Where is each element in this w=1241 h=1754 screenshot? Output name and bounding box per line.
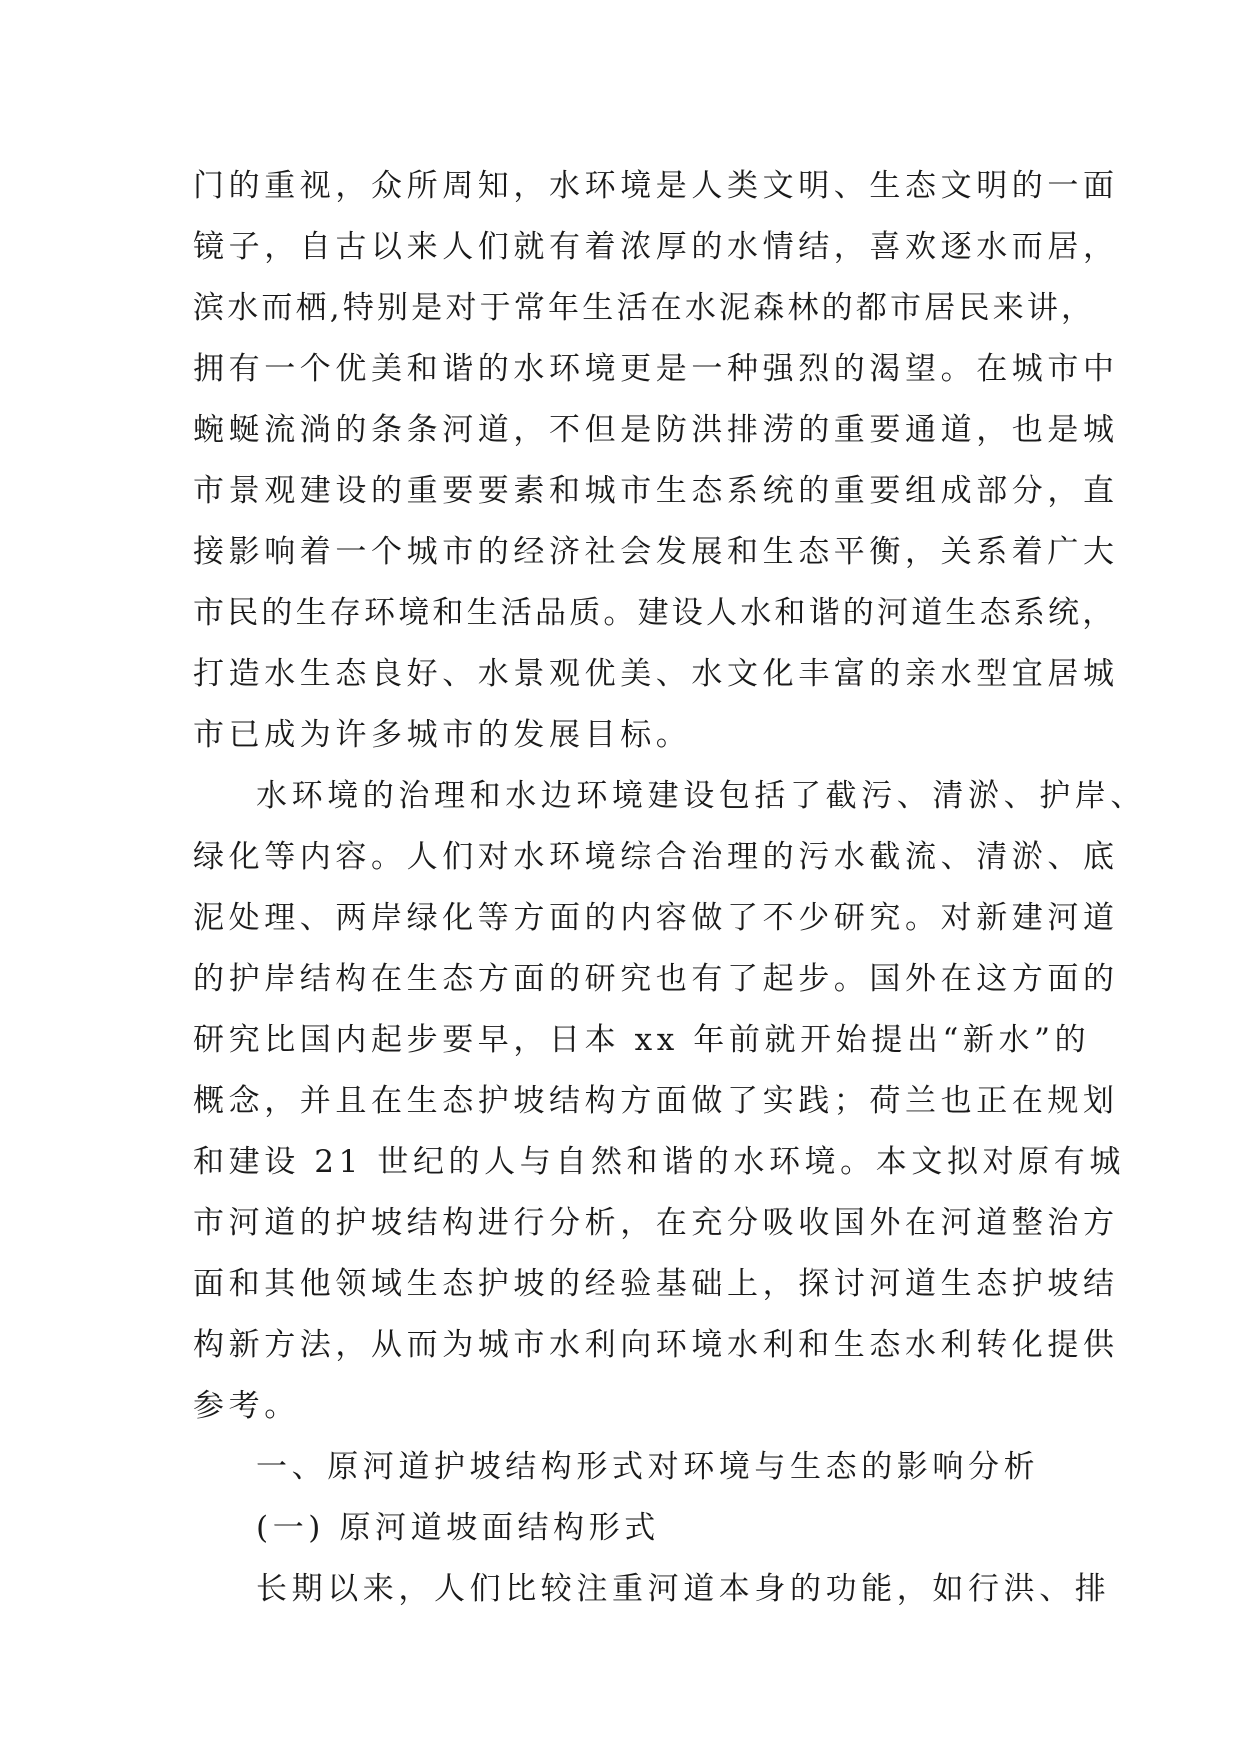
body-text-line: 市民的生存环境和生活品质。建设人水和谐的河道生态系统， bbox=[193, 595, 1117, 631]
body-text-line: 概念，并且在生态护坡结构方面做了实践；荷兰也正在规划 bbox=[193, 1083, 1119, 1119]
body-text-line: 镜子，自古以来人们就有着浓厚的水情结，喜欢逐水而居， bbox=[193, 229, 1119, 265]
body-text-line: 市河道的护坡结构进行分析，在充分吸收国外在河道整治方 bbox=[193, 1205, 1119, 1241]
body-text-line: 滨水而栖,特别是对于常年生活在水泥森林的都市居民来讲， bbox=[193, 290, 1096, 326]
body-text-line: 和建设 21 世纪的人与自然和谐的水环境。本文拟对原有城 bbox=[193, 1144, 1125, 1180]
body-text-line: 蜿蜒流淌的条条河道，不但是防洪排涝的重要通道，也是城 bbox=[193, 412, 1119, 448]
body-text-line: 面和其他领域生态护坡的经验基础上，探讨河道生态护坡结 bbox=[193, 1266, 1119, 1302]
body-text-line: 拥有一个优美和谐的水环境更是一种强烈的渴望。在城市中 bbox=[193, 351, 1119, 387]
body-text-line: 门的重视，众所周知，水环境是人类文明、生态文明的一面 bbox=[193, 168, 1119, 204]
paragraph-first-line: 水环境的治理和水边环境建设包括了截污、清淤、护岸、 bbox=[256, 778, 1146, 814]
body-text-line: 泥处理、两岸绿化等方面的内容做了不少研究。对新建河道 bbox=[193, 900, 1119, 936]
body-text-line: 市景观建设的重要要素和城市生态系统的重要组成部分，直 bbox=[193, 473, 1119, 509]
body-text-line: 构新方法，从而为城市水利向环境水利和生态水利转化提供 bbox=[193, 1327, 1119, 1363]
body-text-line: 接影响着一个城市的经济社会发展和生态平衡，关系着广大 bbox=[193, 534, 1119, 570]
body-text-line: 参考。 bbox=[193, 1388, 300, 1424]
body-text-line: 研究比国内起步要早，日本 xx 年前就开始提出“新水”的 bbox=[193, 1022, 1091, 1058]
paragraph-first-line: 长期以来，人们比较注重河道本身的功能，如行洪、排 bbox=[256, 1571, 1111, 1607]
body-text-line: 绿化等内容。人们对水环境综合治理的污水截流、清淤、底 bbox=[193, 839, 1119, 875]
subsection-heading: (一) 原河道坡面结构形式 bbox=[256, 1510, 660, 1546]
body-text-line: 的护岸结构在生态方面的研究也有了起步。国外在这方面的 bbox=[193, 961, 1119, 997]
body-text-line: 打造水生态良好、水景观优美、水文化丰富的亲水型宜居城 bbox=[193, 656, 1119, 692]
body-text-line: 市已成为许多城市的发展目标。 bbox=[193, 717, 692, 753]
section-heading: 一、原河道护坡结构形式对环境与生态的影响分析 bbox=[256, 1449, 1040, 1485]
